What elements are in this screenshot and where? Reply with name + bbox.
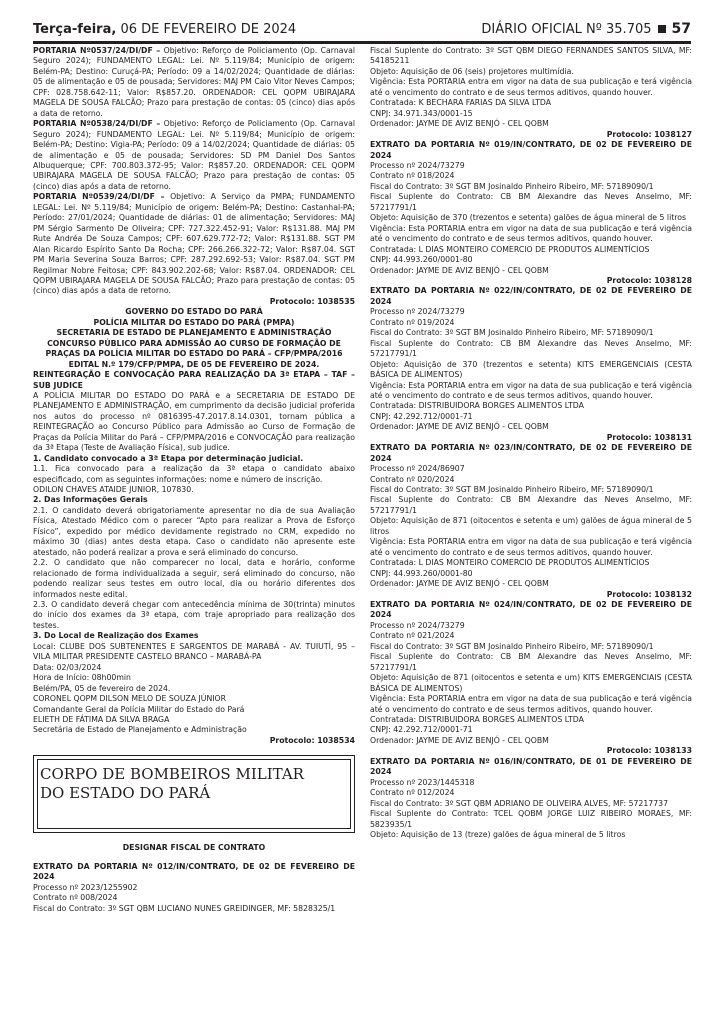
extrato-title: EXTRATO DA PORTARIA Nº 019/IN/CONTRATO, DE 02 DE FEVEREIRO DE 2024 [370, 140, 692, 160]
text-line: Ordenador: JAYME DE AVIZ BENJÓ - CEL QOBM [370, 265, 549, 275]
text-line: Fiscal Suplente do Contrato: CB BM Alexandre das Neves Anselmo, MF: 57217791/1 [370, 652, 692, 672]
text-line: CNPJ: 42.292.712/0001-71 [370, 725, 473, 735]
text-line: Contrato nº 012/2024 [370, 788, 455, 798]
text-line: Data: 02/03/2024 [33, 662, 102, 672]
gov-heading: SECRETARIA DE ESTADO DE PLANEJAMENTO E ADMINISTRAÇÃO [56, 328, 332, 338]
text-line: CNPJ: 34.971.343/0001-15 [370, 108, 473, 118]
paragraph: 2.1. O candidato deverá obrigatoriamente apresentar no dia de sua Avaliação Física, Atestado Médico com o parecer “Apto para realizar a Prova de Esforço Físico”, expedido por médico devidamente registrado no CRM, expedido no máximo 30 (dias) antes desta etapa. Caso o candidato não apresente este atestado, não poderá realizar a prova e será eliminado do concurso. [33, 505, 355, 557]
text-line: Contratada: DISTRIBUIDORA BORGES ALIMENTOS LTDA [370, 715, 584, 724]
text-line: Fiscal do Contrato: 3º SGT BM Josinaldo Pinheiro Ribeiro, MF: 57189090/1 [370, 485, 654, 495]
text-line: Comandante Geral da Polícia Militar do Estado do Pará [33, 704, 245, 714]
text-line: Processo nº 2023/1445318 [370, 777, 475, 787]
header-date [33, 22, 296, 37]
section-title: 1. Candidato convocado a 3ª Etapa por determinação judicial. [33, 453, 304, 463]
text-line: Belém/PA, 05 de fevereiro de 2024. [33, 683, 171, 693]
text-line: CNPJ: 44.993.260/0001-80 [370, 255, 473, 265]
protocolo: Protocolo: 1038131 [606, 432, 692, 442]
section-title: 3. Do Local de Realização dos Exames [33, 631, 199, 641]
text-line: Contrato nº 008/2024 [33, 893, 118, 903]
gov-heading: POLÍCIA MILITAR DO ESTADO DO PARÁ (PMPA) [93, 317, 295, 327]
text-line: Fiscal do Contrato: 3º SGT QBM ADRIANO DE OLIVEIRA ALVES, MF: 57217737 [370, 798, 669, 808]
text-line: Processo nº 2023/1255902 [33, 882, 138, 892]
square-bullet-icon [658, 25, 666, 33]
text-line: Contratada: L DIAS MONTEIRO COMERCIO DE PRODUTOS ALIMENTÍCIOS [370, 244, 650, 254]
text-line: Fiscal Suplente do Contrato: CB BM Alexandre das Neves Anselmo, MF: 57217791/1 [370, 338, 692, 359]
text-line: Ordenador: JAYME DE AVIZ BENJÓ - CEL QOBM [370, 735, 549, 745]
text-line: Vigência: Esta PORTARIA entra em vigor na data de sua publicação e terá vigência até o vencimento do contrato e de seus termos aditivos, quando houver. [370, 380, 692, 400]
protocolo: Protocolo: 1038127 [606, 129, 692, 139]
text-line: Fiscal Suplente do Contrato: CB BM Alexandre das Neves Anselmo, MF: 57217791/1 [370, 192, 692, 212]
portaria-body: Objetivo: A Serviço da PMPA; FUNDAMENTO LEGAL: Lei. Nº 5.119/84; Município de origem: Belém-PA; Destino: Castanhal-PA; Período: 27/01/2024; Quantidade de diárias: 01 de alimentação; Servidores: MAJ PM Sérgio Sarmento De Oliveira; CPF: 727.322.452-91; Valor: R$131.88. MAJ PM Rute Andréa De Souza Campos; CPF: 607.629.772-72; Valor: R$131.88. SGT PM Alan Ricardo Espírito Santo Da Rocha; CPF: 266.266.322-72; Valor: R$87.04. SGT PM Maria Severina Souza Barros; CPF: 287.292.692-53; Valor: R$87.04. SGT PM Regilmar Nobre Feitosa; CPF: 843.902.202-68; Valor: R$87.04. ORDENADOR: CEL QOPM UBIRAJARA MAGELA DE SOUSA FALCÃO; Prazo para prestação de contas: 05 (cinco) dias após a data de retorno. [33, 192, 355, 296]
portaria-title: PORTARIA Nº0539/24/DI/DF – [33, 192, 165, 202]
extrato-title: EXTRATO DA PORTARIA Nº 024/IN/CONTRATO, DE 02 DE FEVEREIRO DE 2024 [370, 600, 692, 620]
text-line: Vigência: Esta PORTARIA entra em vigor na data de sua publicação e terá vigência até o vencimento do contrato e de seus termos aditivos, quando houver. [370, 223, 692, 244]
header-right [481, 21, 691, 37]
section-title: 2. Das Informações Gerais [33, 495, 148, 505]
portaria-0537 [33, 46, 355, 119]
portaria-0538 [33, 119, 355, 192]
protocolo: Protocolo: 1038534 [269, 735, 355, 745]
text-line: Contratada: L DIAS MONTEIRO COMERCIO DE PRODUTOS ALIMENTÍCIOS [370, 558, 650, 568]
page-header [33, 17, 691, 44]
protocolo: Protocolo: 1038132 [606, 589, 692, 599]
page-number: 57 [671, 21, 691, 37]
protocolo: Protocolo: 1038128 [606, 275, 692, 285]
text-line: Objeto: Aquisição de 871 (oitocentos e setenta e um) KITS EMERGENCIAIS (CESTA BÁSICA DE ALIMENTOS) [370, 673, 692, 693]
text-line: CNPJ: 44.993.260/0001-80 [370, 568, 473, 578]
text-line: Contratada: K BECHARA FARIAS DA SILVA LTDA [370, 98, 552, 108]
text-line: Fiscal do Contrato: 3º SGT BM Josinaldo Pinheiro Ribeiro, MF: 57189090/1 [370, 328, 654, 338]
text-line: ELIETH DE FÁTIMA DA SILVA BRAGA [33, 715, 170, 724]
text-line: Objeto: Aquisição de 871 (oitocentos e setenta e um) galões de água mineral de 5 litros [370, 516, 692, 536]
text-line: Contrato nº 018/2024 [370, 171, 455, 181]
text-line: Vigência: Esta PORTARIA entra em vigor na data de sua publicação e terá vigência até o vencimento do contrato e de seus termos aditivos, quando houver. [370, 77, 692, 97]
protocolo: Protocolo: 1038535 [269, 296, 355, 306]
paragraph: 2.3. O candidato deverá chegar com antecedência mínima de 30(trinta) minutos do início dos exames da 3ª etapa, com traje apropriado para realização dos testes. [33, 600, 355, 630]
extrato-title: EXTRATO DA PORTARIA Nº 012/IN/CONTRATO, DE 02 DE FEVEREIRO DE 2024 [33, 861, 355, 882]
text-line: Fiscal do Contrato: 3º SGT BM Josinaldo Pinheiro Ribeiro, MF: 57189090/1 [370, 181, 654, 191]
paragraph: 2.2. O candidato que não comparecer no local, data e horário, conforme relacionado de forma individualizada a seguir, será eliminado do concurso, não podendo realizar seus testes em outro local, dia ou horário diferentes dos informados neste edital. [33, 558, 355, 599]
portaria-0539 [33, 192, 355, 297]
text-line: Vigência: Esta PORTARIA entra em vigor na data de sua publicação e terá vigência até o vencimento do contrato e de seus termos aditivos, quando houver. [370, 694, 692, 714]
text-line: Ordenador: JAYME DE AVIZ BENJÓ - CEL QOBM [370, 579, 549, 589]
text-line: Objeto: Aquisição de 370 (trezentos e setenta) KITS EMERGENCIAIS (CESTA BÁSICA DE ALIMENTOS) [370, 359, 692, 380]
box-title-line: DO ESTADO DO PARÁ [40, 784, 211, 803]
text-line: Secretária de Estado de Planejamento e Administração [33, 725, 247, 735]
section-box-bombeiros [33, 755, 355, 833]
portaria-title: PORTARIA Nº0537/24/DI/DF – [33, 46, 161, 55]
portaria-title: PORTARIA Nº0538/24/DI/DF – [33, 119, 161, 129]
paragraph: A POLÍCIA MILITAR DO ESTADO DO PARÁ e a SECRETARIA DE ESTADO DE PLANEJAMENTO E ADMINISTRAÇÃO, em cumprimento da decisão judicial proferida nos autos do processo nº 0816395-47.2017.8.14.0301, tornam pública a REINTEGRAÇÃO ao Concurso Público para Admissão ao Curso de Formação de Praças da Polícia Militar do Pará – CFP/PMPA/2016 e CONVOCAÇÃO para realização da 3ª Etapa (Teste de Avaliação Física), sub judice. [33, 390, 355, 453]
text-line: Hora de Início: 08h00min [33, 673, 131, 683]
right-column [370, 46, 692, 840]
text-line: Contrato nº 021/2024 [370, 631, 455, 641]
journal-name: DIÁRIO OFICIAL Nº 35.705 [481, 21, 652, 37]
candidate-name: ODILON CHAVES ATAIDE JUNIOR, 107830. [33, 485, 194, 495]
text-line: Fiscal do Contrato: 3º SGT QBM LUCIANO NUNES GREIDINGER, MF: 5828325/1 [33, 903, 336, 913]
text-line: Processo nº 2024/73279 [370, 620, 465, 630]
text-line: Fiscal do Contrato: 3º SGT BM Josinaldo Pinheiro Ribeiro, MF: 57189090/1 [370, 641, 654, 651]
text-line: Fiscal Suplente do Contrato: CB BM Alexandre das Neves Anselmo, MF: 57217791/1 [370, 495, 692, 515]
left-column [33, 46, 355, 914]
text-line: Processo nº 2024/86907 [370, 464, 465, 474]
text-line: Objeto: Aquisição de 13 (treze) galões de água mineral de 5 litros [370, 829, 626, 839]
paragraph: 1.1. Fica convocado para a realização da 3ª etapa o candidato abaixo especificado, com as seguintes informações: nome e número de inscrição. [33, 464, 355, 484]
portaria-body: Objetivo: Reforço de Policiamento (Op. Carnaval Seguro 2024); FUNDAMENTO LEGAL: Lei. Nº 5.119/84; Município de origem: Belém-PA; Destino: Curuçá-PA; Período: 09 a 14/02/2024; Quantidade de diárias: 05 de alimentação e 05 de pousada; Servidores: MAJ PM Caio Vitor Neves Campos; CPF: 028.758.642-11; Valor: R$857.20. ORDENADOR: CEL QOPM UBIRAJARA MAGELA DE SOUSA FALCÃO; Prazo para prestação de contas: 05 (cinco) dias após a data de retorno. [33, 46, 355, 118]
edital-heading: EDITAL N.º 179/CFP/PMPA, DE 05 DE FEVEREIRO DE 2024. [68, 359, 320, 369]
text-line: Processo nº 2024/73279 [370, 307, 465, 317]
gov-heading: GOVERNO DO ESTADO DO PARÁ [125, 307, 263, 317]
text-line: Contratada: DISTRIBUIDORA BORGES ALIMENTOS LTDA [370, 401, 584, 411]
text-line: Contrato nº 020/2024 [370, 474, 455, 484]
header-weekday: Terça-feira, [33, 21, 117, 37]
text-line: Processo nº 2024/73279 [370, 160, 465, 170]
text-line: Contrato nº 019/2024 [370, 317, 455, 327]
box-title-line: CORPO DE BOMBEIROS MILITAR [40, 765, 304, 784]
text-line: Ordenador: JAYME DE AVIZ BENJÓ - CEL QOBM [370, 119, 549, 129]
extrato-title: EXTRATO DA PORTARIA Nº 023/IN/CONTRATO, DE 02 DE FEVEREIRO DE 2024 [370, 443, 692, 463]
portaria-body: Objetivo: Reforço de Policiamento (Op. Carnaval Seguro 2024); FUNDAMENTO LEGAL: Lei. Nº 5.119/84; Município de origem: Belém-PA; Destino: Vigia-PA; Período: 09 a 14/02/2024; Quantidade de diárias: 05 de alimentação e 05 de pousada; Servidores: SD PM Daniel Dos Santos Albuquerque; CPF: 700.803.372-95; Valor: R$857.20. ORDENADOR: CEL QOPM UBIRAJARA MAGELA DE SOUSA FALCÃO; Prazo para prestação de contas: 05 (cinco) dias após a data de retorno. [33, 119, 355, 191]
protocolo: Protocolo: 1038133 [606, 746, 692, 756]
text-line: Ordenador: JAYME DE AVIZ BENJÓ - CEL QOBM [370, 422, 549, 432]
text-line: Fiscal Suplente do Contrato: 3º SGT QBM DIEGO FERNANDES SANTOS SILVA, MF: 54185211 [370, 46, 692, 66]
text-line: Objeto: Aquisição de 06 (seis) projetores multimídia. [370, 66, 574, 76]
gov-heading: CONCURSO PÚBLICO PARA ADMISSÃO AO CURSO DE FORMAÇÃO DE PRAÇAS DA POLÍCIA MILITAR DO ESTADO DO PARÁ – CFP/PMPA/2016 [45, 338, 343, 359]
text-line: CORONEL QOPM DILSON MELO DE SOUZA JÚNIOR [33, 694, 227, 704]
text-line: Objeto: Aquisição de 370 (trezentos e setenta) galões de água mineral de 5 litros [370, 213, 687, 223]
text-line: Local: CLUBE DOS SUBTENENTES E SARGENTOS DE MARABÁ - AV. TUIUTÍ, 95 – VILA MILITAR PRESIDENTE CASTELO BRANCO – MARABÁ-PA [33, 641, 355, 662]
header-date-text: 06 DE FEVEREIRO DE 2024 [120, 21, 297, 37]
extrato-title: EXTRATO DA PORTARIA Nº 016/IN/CONTRATO, DE 01 DE FEVEREIRO DE 2024 [370, 756, 692, 777]
text-line: Fiscal Suplente do Contrato: TCEL QOBM JORGE LUIZ RIBEIRO MORAES, MF: 5823935/1 [370, 809, 692, 829]
text-line: Vigência: Esta PORTARIA entra em vigor na data de sua publicação e terá vigência até o vencimento do contrato e de seus termos aditivos, quando houver. [370, 537, 692, 557]
extrato-title: EXTRATO DA PORTARIA Nº 022/IN/CONTRATO, DE 02 DE FEVEREIRO DE 2024 [370, 286, 692, 306]
section-heading: DESIGNAR FISCAL DE CONTRATO [122, 843, 266, 853]
section-title: REINTEGRAÇÃO E CONVOCAÇÃO PARA REALIZAÇÃO DA 3ª ETAPA – TAF – SUB JUDICE [33, 370, 355, 390]
text-line: CNPJ: 42.292.712/0001-71 [370, 411, 473, 421]
